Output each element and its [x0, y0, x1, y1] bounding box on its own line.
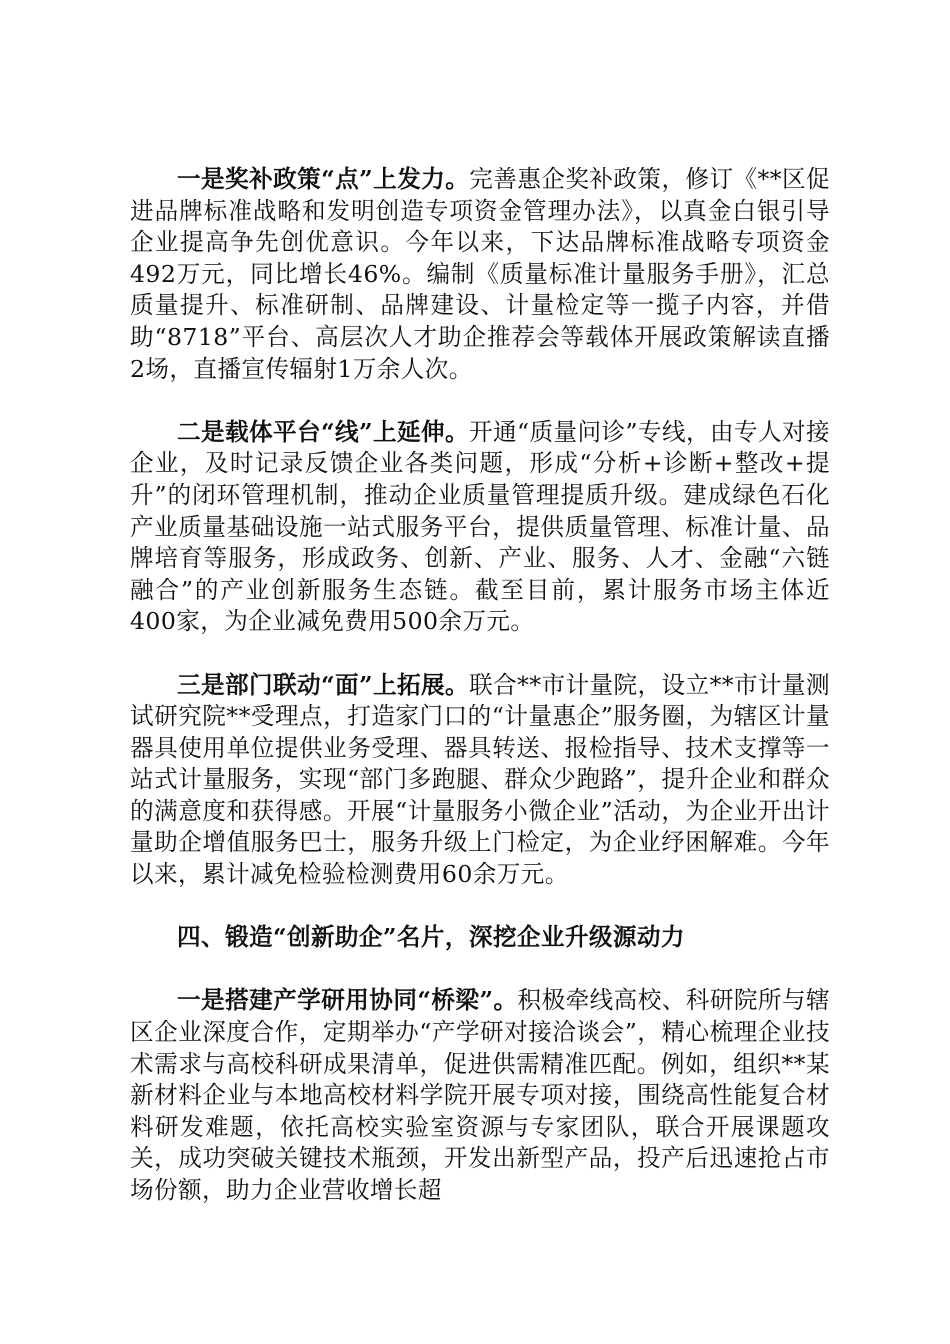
paragraph-award-policy: [130, 164, 830, 385]
paragraph-text: 完善惠企奖补政策，修订《**区促进品牌标准战略和发明创造专项资金管理办法》，以真金白银引导企业提高争先创优意识。今年以来，下达品牌标准战略专项资金492万元，同比增长46%。编制《质量标准计量服务手册》，汇总质量提升、标准研制、品牌建设、计量检定等一揽子内容，并借助“8718”平台、高层次人才助企推荐会等载体开展政策解读直播2场，直播宣传辐射1万余人次。: [130, 165, 830, 383]
paragraph-text: 联合**市计量院，设立**市计量测试研究院**受理点，打造家门口的“计量惠企”服务圈，为辖区计量器具使用单位提供业务受理、器具转送、报检指导、技术支撑等一站式计量服务，实现“部门多跑腿、群众少跑路”，提升企业和群众的满意度和获得感。开展“计量服务小微企业”活动，为企业开出计量助企增值服务巴士，服务升级上门检定，为企业纾困解难。今年以来，累计减免检验检测费用60余万元。: [130, 670, 830, 889]
section-heading: 四、锻造“创新助企”名片，深挖企业升级源动力: [177, 923, 685, 952]
document-body: [130, 164, 830, 1207]
paragraph-lead: 三是部门联动“面”上拓展。: [177, 670, 470, 699]
paragraph-lead: 一是搭建产学研用协同“桥梁”。: [177, 986, 518, 1015]
paragraph-lead: 二是载体平台“线”上延伸。: [177, 417, 470, 446]
paragraph-department-linkage: [130, 670, 830, 891]
paragraph-platform: [130, 417, 830, 638]
paragraph-text: 开通“质量问诊”专线，由专人对接企业，及时记录反馈企业各类问题，形成“分析+诊断+整改+提升”的闭环管理机制，推动企业质量管理提质升级。建成绿色石化产业质量基础设施一站式服务平台，提供质量管理、标准计量、品牌培育等服务，形成政务、创新、产业、服务、人才、金融“六链融合”的产业创新服务生态链。截至目前，累计服务市场主体近400家，为企业减免费用500余万元。: [130, 417, 831, 636]
paragraph-industry-research: [130, 985, 830, 1206]
paragraph-text: 积极牵线高校、科研院所与辖区企业深度合作，定期举办“产学研对接洽谈会”，精心梳理企业技术需求与高校科研成果清单，促进供需精准匹配。例如，组织**某新材料企业与本地高校材料学院开展专项对接，围绕高性能复合材料研发难题，依托高校实验室资源与专家团队，联合开展课题攻关，成功突破关键技术瓶颈，开发出新型产品，投产后迅速抢占市场份额，助力企业营收增长超: [130, 986, 830, 1204]
paragraph-lead: 一是奖补政策“点”上发力。: [177, 165, 470, 193]
